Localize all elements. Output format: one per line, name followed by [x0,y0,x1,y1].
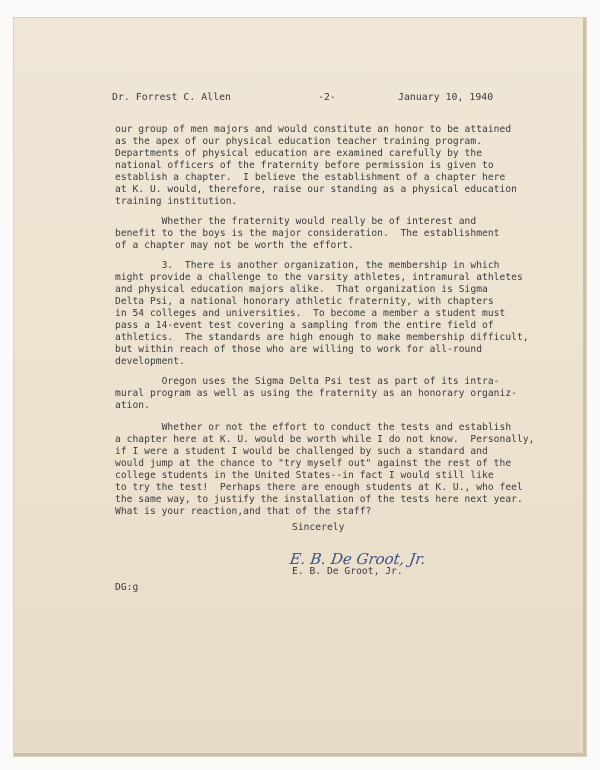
page-edge-shadow [583,18,586,756]
body-line: our group of men majors and would constitute an honor to be attained [115,124,512,135]
signature-script-text: E. B. De Groot, Jr. [288,550,427,568]
body-line: athletics. The standards are high enough to make membership difficult, [115,332,529,343]
body-line: might provide a challenge to the varsity athletes, intramural athletes [115,272,523,283]
body-line: to try the test! Perhaps there are enough students at K. U., who feel [115,482,523,493]
body-line: would jump at the chance to "try myself out" against the rest of the [115,458,512,469]
body-line: Delta Psi, a national honorary athletic fraternity, with chapters [115,296,494,307]
body-line: college students in the United States--in fact I would still like [115,470,494,481]
body-line: in 54 colleges and universities. To become a member a student must [115,308,506,319]
closing-typed-name: E. B. De Groot, Jr. [292,566,403,577]
body-line: ation. [115,400,150,411]
body-line: at K. U. would, therefore, raise our standing as a physical education [115,184,517,195]
page-bottom-shadow [14,753,586,756]
body-line: pass a 14-event test covering a sampling from the entire field of [115,320,494,331]
body-line: as the apex of our physical education teacher training program. [115,136,483,147]
body-line: Oregon uses the Sigma Delta Psi test as part of its intra- [115,376,500,387]
body-line: benefit to the boys is the major consideration. The establishment [115,228,500,239]
body-line: national officers of the fraternity before permission is given to [115,160,494,171]
header-date: January 10, 1940 [398,92,494,103]
body-line: development. [115,356,185,367]
body-line: the same way, to justify the installation of the tests here next year. [115,494,523,505]
body-line: and physical education majors alike. That organization is Sigma [115,284,488,295]
body-line: Whether the fraternity would really be of interest and [115,216,477,227]
body-line: but within reach of those who are willing to work for all-round [115,344,483,355]
body-line: What is your reaction,and that of the staff? [115,506,372,517]
typist-initials: DG:g [115,582,139,593]
body-line: training institution. [115,196,238,207]
body-line: mural program as well as using the fraternity as an honorary organiz- [115,388,517,399]
body-line: Whether or not the effort to conduct the tests and establish [115,422,512,433]
closing-salutation: Sincerely [292,522,345,533]
body-line: of a chapter may not be worth the effort. [115,240,354,251]
body-line: if I were a student I would be challenged by such a standard and [115,446,488,457]
header-page-number: -2- [318,92,336,103]
body-line: Departments of physical education are examined carefully by the [115,148,483,159]
header-recipient: Dr. Forrest C. Allen [112,92,231,103]
body-line: establish a chapter. I believe the establishment of a chapter here [115,172,506,183]
body-line: 3. There is another organization, the membership in which [115,260,500,271]
body-line: a chapter here at K. U. would be worth while I do not know. Personally, [115,434,535,445]
